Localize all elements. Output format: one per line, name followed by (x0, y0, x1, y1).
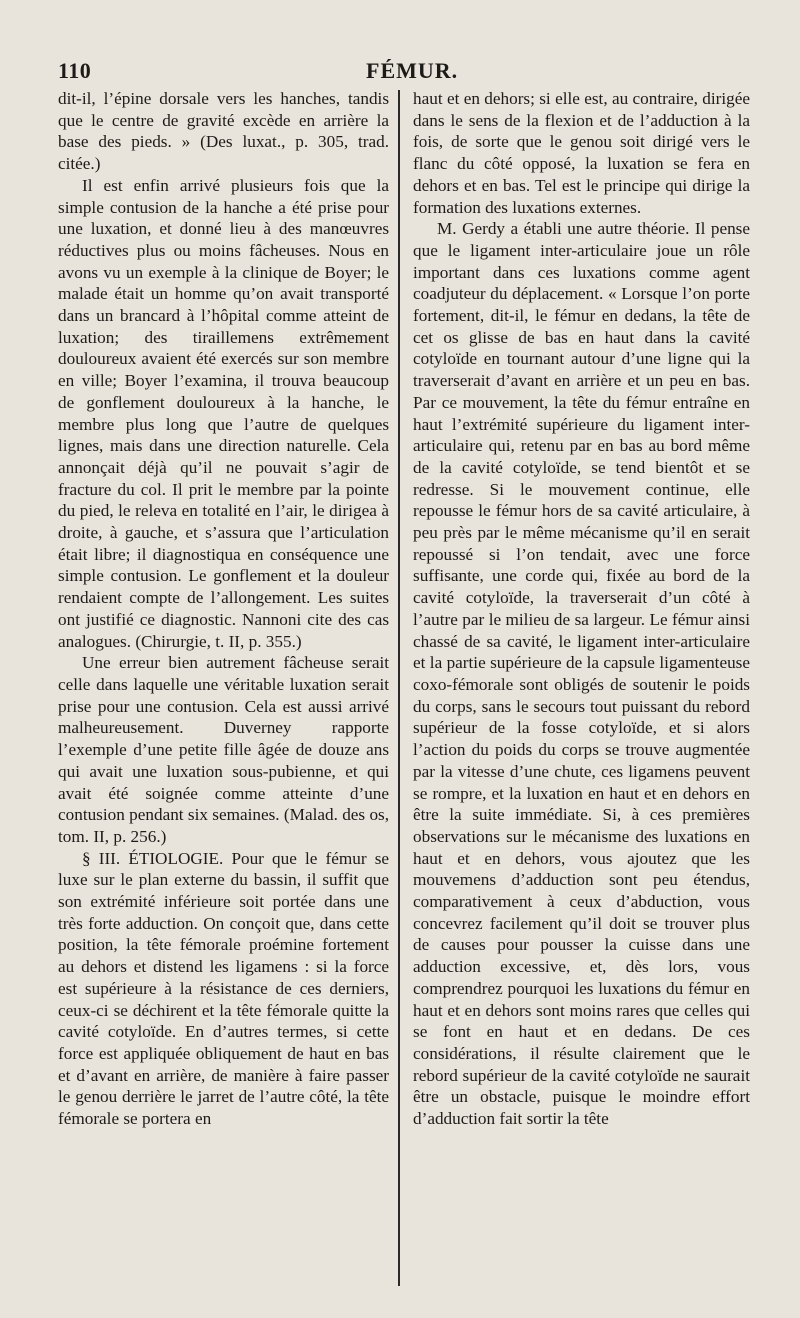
paragraph: Une erreur bien autrement fâcheuse serait celle dans laquelle une véritable luxation serait prise pour une contusion. Cela est aussi arrivé malheureusement. Duverney rapporte l’exemple d’une petite fille âgée de douze ans qui avait une luxation sous-pubienne, et qui avait été soignée comme atteinte d’une contusion pendant six semaines. (Malad. des os, tom. II, p. 256.) (58, 653, 390, 846)
right-column (403, 88, 750, 1300)
text-columns (58, 88, 750, 1300)
page-header (58, 58, 760, 92)
page-number: 110 (58, 58, 92, 83)
paragraph: § III. ÉTIOLOGIE. Pour que le fémur se luxe sur le plan externe du bassin, il suffit que son extrémité inférieure soit portée dans une très forte adduction. On conçoit que, dans cette position, la tête fémorale proémine fortement au dehors et distend les ligamens : si la force est supérieure à la résistance de ces derniers, ceux-ci se déchirent et la tête fémorale quitte la cavité cotyloïde. En d’autres termes, si cette force est appliquée obliquement de haut en bas et d’avant en arrière, de manière à faire passer le genou derrière le jarret de l’autre côté, la tête fémorale se portera en (58, 848, 390, 1129)
paragraph: dit-il, l’épine dorsale vers les hanches, tandis que le centre de gravité excède en arrière la base des pieds. » (Des luxat., p. 305, trad. citée.) (58, 89, 390, 174)
left-column (58, 88, 395, 1300)
running-head: FÉMUR. (366, 58, 459, 83)
paragraph: Il est enfin arrivé plusieurs fois que la simple contusion de la hanche a été prise pour une luxation, et donné lieu à des manœuvres réductives plus ou moins fâcheuses. Nous en avons vu un exemple à la clinique de Boyer; le malade était un homme qu’on avait transporté dans un brancard à l’hôpital comme atteint de luxation; des tiraillemens extrêmement douloureux avaient été exercés sur son membre en ville; Boyer l’examina, il trouva beaucoup de gonflement douloureux à la hanche, le membre plus long que l’autre de quelques lignes, mais dans une direction naturelle. Cela annonçait déjà qu’il ne pouvait s’agir de fracture du col. Il prit le membre par la pointe du pied, le releva en totalité en l’air, le dirigea à droite, à gauche, et s’assura que l’articulation était libre; il diagnostiqua en conséquence une simple contusion. Le gonflement et la douleur rendaient compte de l’allongement. Les suites ont justifié ce diagnostic. Nannoni cite des cas analogues. (Chirurgie, t. II, p. 355.) (58, 175, 390, 651)
paragraph: M. Gerdy a établi une autre théorie. Il pense que le ligament inter-articulaire joue un rôle important dans ces luxations comme agent coadjuteur du déplacement. « Lorsque l’on porte fortement, dit-il, le fémur en dedans, la tête de cet os glisse de bas en haut dans la cavité cotyloïde en tournant autour d’une ligne qui la traverserait d’avant en arrière et un peu en bas. Par ce mouvement, la tête du fémur entraîne en haut l’extrémité supérieure du ligament inter-articulaire qui, retenu par en bas au bord même de la cavité cotyloïde, se tend bientôt et se redresse. Si le mouvement continue, elle repousse le fémur hors de sa cavité articulaire, à peu près par le même mécanisme qu’il en serait repoussé si l’on tendait, avec une force suffisante, une corde qui, fixée au bord de la cavité cotyloïde, la traverserait d’un côté à l’autre par le milieu de sa largeur. Le fémur ainsi chassé de sa cavité, le ligament inter-articulaire et la partie supérieure de la capsule ligamenteuse coxo-fémorale sont obligés de soutenir le poids du corps, sans le secours tout puissant du rebord supérieur de la fosse cotyloïde, et si alors l’action du poids du corps se trouve augmentée par la vitesse d’une chute, ces ligamens peuvent se rompre, et la luxation en haut et en dehors en être la suite immédiate. Si, à ces premières observations sur le mécanisme des luxations en haut et en dehors, vous ajoutez que les mouvemens d’adduction sont peu étendus, comparativement à ceux d’abduction, vous concevrez facilement qu’il doit se trouver plus de causes pour pousser la cuisse dans une adduction excessive, et, dès lors, vous comprendrez pourquoi les luxations du fémur en haut et en dehors sont moins rares que celles qui se font en haut et en dedans. De ces considérations, il résulte clairement que le rebord supérieur de la cavité cotyloïde ne saurait être un obstacle, puisque le moindre effort d’adduction fait sortir la tête (413, 219, 750, 1129)
column-divider (398, 90, 400, 1286)
paragraph: haut et en dehors; si elle est, au contraire, dirigée dans le sens de la flexion et de l’adduction à la fois, de sorte que le genou soit dirigé vers le flanc du côté opposé, la luxation se fera en dehors et en bas. Tel est le principe qui dirige la formation des luxations externes. (413, 89, 750, 217)
